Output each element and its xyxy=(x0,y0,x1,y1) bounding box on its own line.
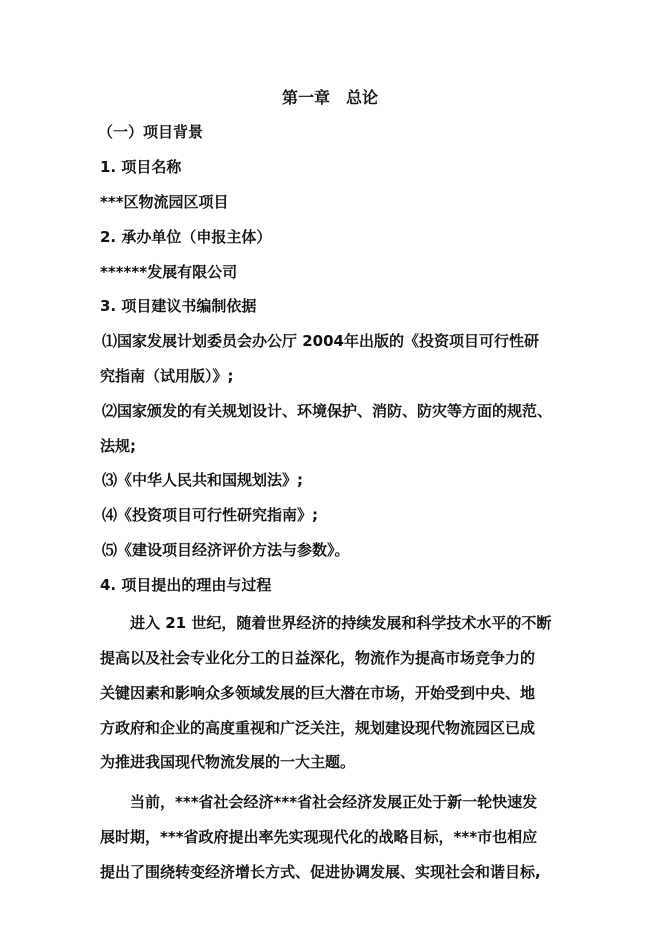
item-heading-reason: 4. 项目提出的理由与过程 xyxy=(100,576,272,594)
section-heading: （一）项目背景 xyxy=(98,123,204,141)
paragraph-1-line: 方政府和企业的高度重视和广泛关注，规划建设现代物流园区已成 xyxy=(100,719,536,737)
paragraph-1-line: 为推进我国现代物流发展的一大主题。 xyxy=(100,753,356,771)
paragraph-1-line: 进入 21 世纪，随着世界经济的持续发展和科学技术水平的不断 xyxy=(130,614,552,632)
host-unit-value: ******发展有限公司 xyxy=(100,263,238,281)
paragraph-1-line: 提高以及社会专业化分工的日益深化，物流作为提高市场竞争力的 xyxy=(100,649,536,667)
project-name-value: ***区物流园区项目 xyxy=(100,193,229,211)
item-heading-basis: 3. 项目建议书编制依据 xyxy=(100,297,257,315)
paragraph-1-line: 关键因素和影响众多领域发展的巨大潜在市场，开始受到中央、地 xyxy=(100,684,536,702)
basis-1-line-1: ⑴国家发展计划委员会办公厅 2004年出版的《投资项目可行性研 xyxy=(102,332,539,350)
chapter-title: 第一章 总论 xyxy=(282,88,379,107)
basis-4: ⑷《投资项目可行性研究指南》; xyxy=(102,506,319,524)
basis-3: ⑶《中华人民共和国规划法》; xyxy=(102,471,303,489)
paragraph-2-line: 当前，***省社会经济***省社会经济发展正处于新一轮快速发 xyxy=(130,793,538,811)
item-heading-host-unit: 2. 承办单位（申报主体） xyxy=(100,228,272,246)
basis-2-line-2: 法规; xyxy=(100,437,136,455)
paragraph-2-line: 提出了围绕转变经济增长方式、促进协调发展、实现社会和谐目标, xyxy=(100,863,541,881)
basis-5: ⑸《建设项目经济评价方法与参数》。 xyxy=(102,541,350,559)
basis-1-line-2: 究指南（试用版）》; xyxy=(100,367,234,385)
item-heading-project-name: 1. 项目名称 xyxy=(100,158,182,176)
paragraph-2-line: 展时期，***省政府提出率先实现现代化的战略目标，***市也相应 xyxy=(100,828,538,846)
basis-2-line-1: ⑵国家颁发的有关规划设计、环境保护、消防、防灾等方面的规范、 xyxy=(102,402,553,420)
